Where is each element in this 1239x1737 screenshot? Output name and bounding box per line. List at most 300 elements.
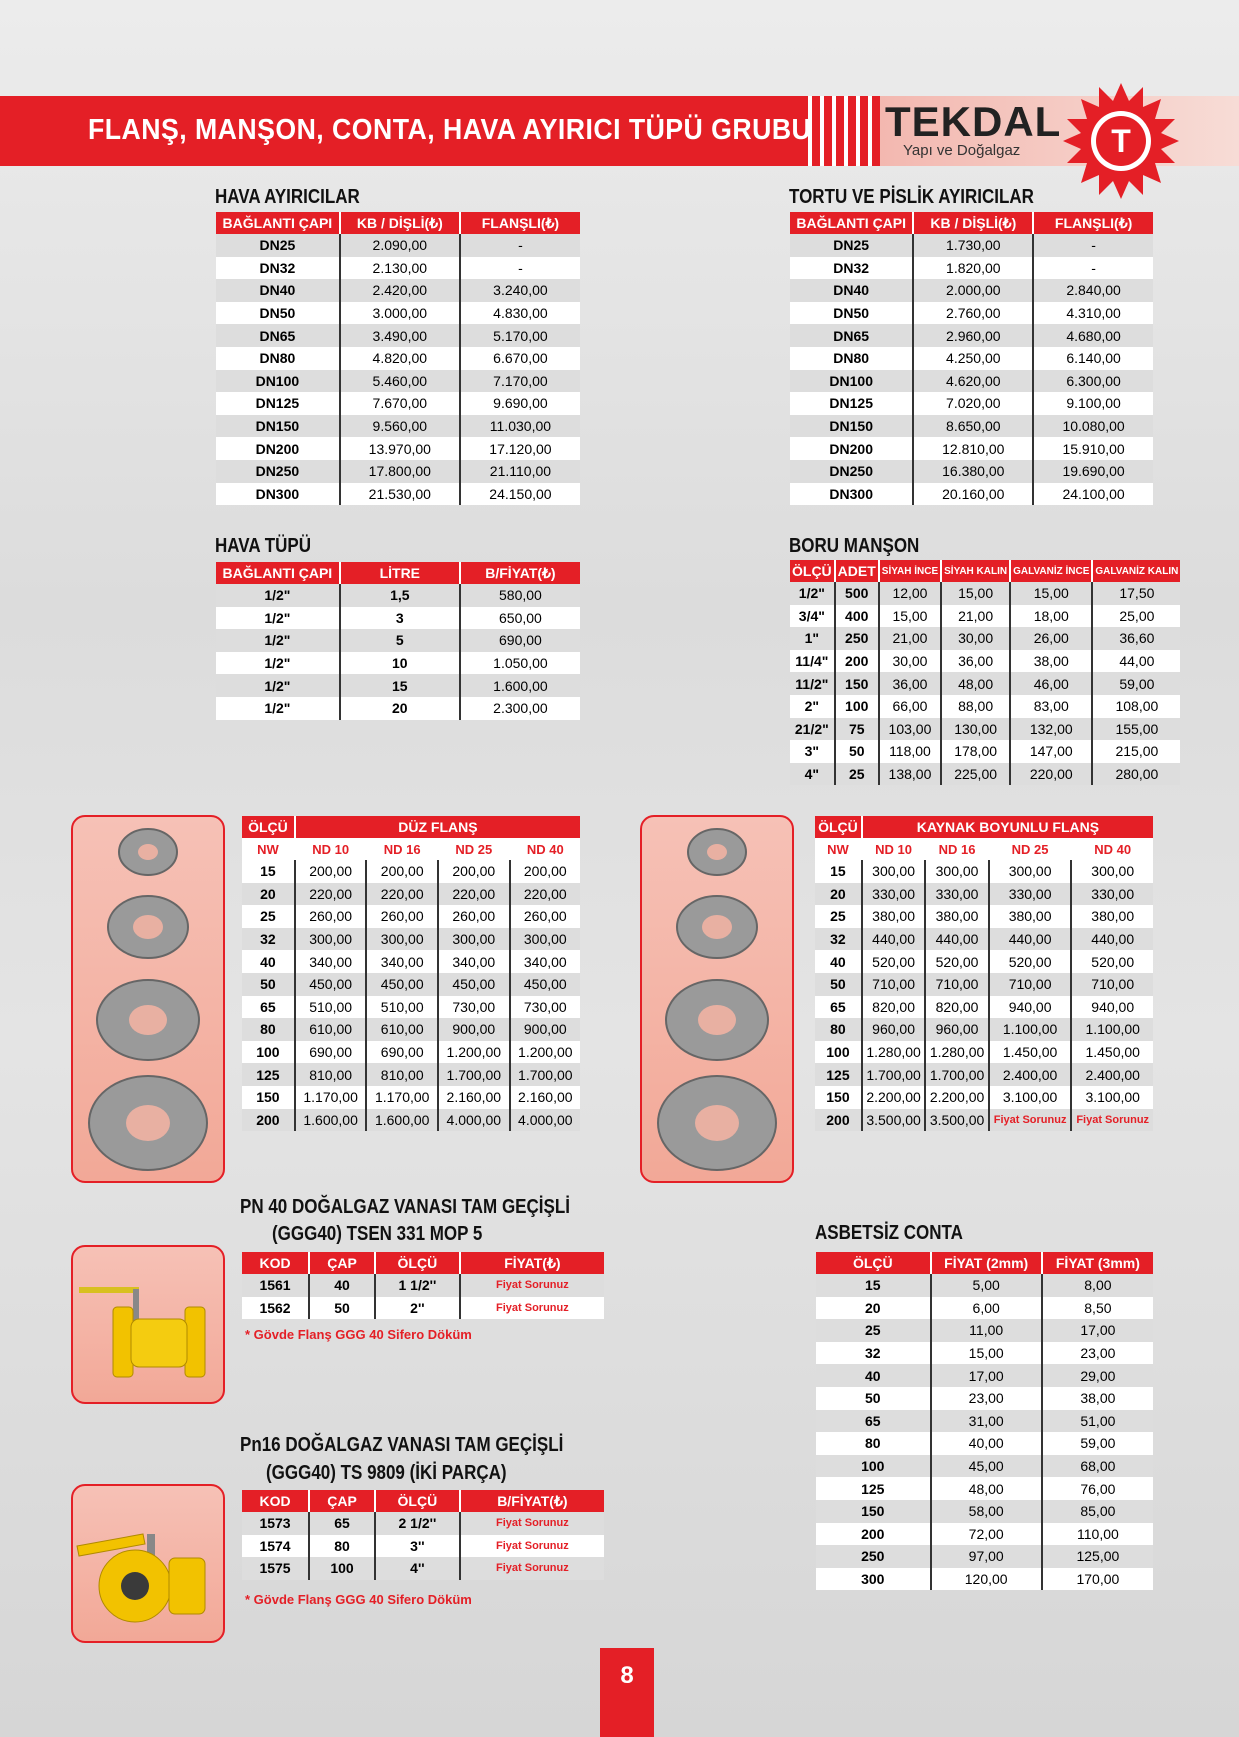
- row-label: 11/4": [790, 650, 835, 673]
- price-cell: 3.100,00: [989, 1086, 1072, 1109]
- price-cell: Fiyat Sorunuz: [460, 1297, 604, 1320]
- price-cell: 960,00: [925, 1018, 988, 1041]
- price-cell: 220,00: [295, 883, 367, 906]
- price-cell: 1.050,00: [460, 652, 580, 675]
- column-header: BAĞLANTI ÇAPI: [216, 562, 340, 584]
- row-label: DN40: [790, 279, 913, 302]
- price-cell: 17,00: [931, 1364, 1042, 1387]
- price-cell: 5.170,00: [460, 324, 580, 347]
- price-cell: 15: [340, 674, 460, 697]
- price-cell: 6.300,00: [1033, 370, 1153, 393]
- price-cell: 50: [309, 1297, 375, 1320]
- price-cell: -: [460, 234, 580, 257]
- price-cell: 31,00: [931, 1410, 1042, 1433]
- column-header: BAĞLANTI ÇAPI: [790, 212, 913, 234]
- price-cell: 1 1/2'': [375, 1274, 460, 1297]
- table-row: [790, 650, 1180, 673]
- table-row: [242, 1557, 604, 1580]
- hava-tupu-table: [216, 562, 580, 720]
- row-label: 80: [815, 1018, 862, 1041]
- price-cell: 280,00: [1092, 763, 1180, 786]
- price-cell: 1.100,00: [989, 1018, 1072, 1041]
- column-subheader: ND 25: [438, 838, 510, 860]
- price-cell: 450,00: [295, 973, 367, 996]
- row-label: 150: [815, 1086, 862, 1109]
- price-cell: Fiyat Sorunuz: [460, 1535, 604, 1558]
- price-cell: 220,00: [1010, 763, 1092, 786]
- price-cell: 23,00: [931, 1387, 1042, 1410]
- hava-ayiricilar-title: HAVA AYIRICILAR: [215, 186, 360, 208]
- row-label: 25: [816, 1319, 931, 1342]
- price-cell: 690,00: [460, 629, 580, 652]
- price-cell: 500: [835, 582, 879, 605]
- price-cell: 17.120,00: [460, 437, 580, 460]
- row-label: 125: [242, 1063, 295, 1086]
- price-cell: 2 1/2'': [375, 1512, 460, 1535]
- price-cell: 24.100,00: [1033, 483, 1153, 506]
- price-cell: 5,00: [931, 1274, 1042, 1297]
- pn16-table: [242, 1490, 604, 1580]
- price-cell: 147,00: [1010, 740, 1092, 763]
- price-cell: 48,00: [931, 1477, 1042, 1500]
- column-header: SİYAH KALIN: [941, 560, 1010, 582]
- column-subheader: ND 25: [989, 838, 1072, 860]
- price-cell: 300,00: [510, 928, 580, 951]
- price-cell: 15,00: [879, 605, 941, 628]
- conta-title: ASBETSİZ CONTA: [815, 1222, 963, 1244]
- price-cell: 330,00: [862, 883, 925, 906]
- price-cell: 36,00: [879, 672, 941, 695]
- column-subheader: ND 40: [510, 838, 580, 860]
- price-cell: 260,00: [295, 905, 367, 928]
- table-row: [816, 1545, 1153, 1568]
- hava-ayiricilar-table: [216, 212, 580, 505]
- price-cell: 7.170,00: [460, 370, 580, 393]
- price-cell: 100: [835, 695, 879, 718]
- price-cell: 380,00: [989, 905, 1072, 928]
- table-row: [242, 928, 580, 951]
- price-cell: 76,00: [1042, 1477, 1153, 1500]
- price-cell: 15,00: [1010, 582, 1092, 605]
- price-cell: 2.160,00: [438, 1086, 510, 1109]
- kaynak-flans-image: [640, 815, 794, 1183]
- row-label: 50: [816, 1387, 931, 1410]
- price-cell: 1.450,00: [989, 1041, 1072, 1064]
- boru-manson-table: [790, 560, 1180, 785]
- table-row: [242, 1063, 580, 1086]
- table-row: [790, 763, 1180, 786]
- row-label: 1574: [242, 1535, 309, 1558]
- price-cell: 17,00: [1042, 1319, 1153, 1342]
- price-cell: 155,00: [1092, 718, 1180, 741]
- row-label: DN40: [216, 279, 340, 302]
- column-header: KB / DİŞLİ(₺): [913, 212, 1033, 234]
- price-cell: 2.400,00: [1071, 1063, 1153, 1086]
- column-header: ÖLÇÜ: [242, 816, 295, 838]
- price-cell: 13.970,00: [340, 437, 460, 460]
- row-label: 100: [242, 1041, 295, 1064]
- price-cell: 132,00: [1010, 718, 1092, 741]
- price-cell: 340,00: [295, 950, 367, 973]
- table-row: [816, 1319, 1153, 1342]
- row-label: 21/2": [790, 718, 835, 741]
- price-cell: 300,00: [1071, 860, 1153, 883]
- price-cell: 26,00: [1010, 627, 1092, 650]
- price-cell: Fiyat Sorunuz: [989, 1109, 1072, 1132]
- price-cell: 330,00: [925, 883, 988, 906]
- table-row: [816, 1523, 1153, 1546]
- column-subheader: ND 16: [366, 838, 438, 860]
- row-label: 65: [242, 996, 295, 1019]
- price-cell: 8.650,00: [913, 415, 1033, 438]
- row-label: DN32: [216, 257, 340, 280]
- price-cell: 45,00: [931, 1455, 1042, 1478]
- column-header: ÖLÇÜ: [815, 816, 862, 838]
- price-cell: 1.280,00: [925, 1041, 988, 1064]
- table-row: [216, 347, 580, 370]
- duz-flans-table: [242, 816, 580, 1131]
- price-cell: 24.150,00: [460, 483, 580, 506]
- price-cell: 120,00: [931, 1568, 1042, 1591]
- price-cell: 1.600,00: [366, 1109, 438, 1132]
- pn16-title-1: Pn16 DOĞALGAZ VANASI TAM GEÇİŞLİ: [240, 1434, 564, 1456]
- price-cell: 710,00: [925, 973, 988, 996]
- price-cell: 1,5: [340, 584, 460, 607]
- table-row: [216, 460, 580, 483]
- price-cell: 17.800,00: [340, 460, 460, 483]
- price-cell: 200,00: [295, 860, 367, 883]
- row-label: 1575: [242, 1557, 309, 1580]
- table-row: [242, 1109, 580, 1132]
- table-row: [790, 347, 1153, 370]
- price-cell: 170,00: [1042, 1568, 1153, 1591]
- row-label: 1/2": [216, 629, 340, 652]
- column-header: ÖLÇÜ: [375, 1252, 460, 1274]
- price-cell: 2.400,00: [989, 1063, 1072, 1086]
- table-row: [816, 1387, 1153, 1410]
- page-title: FLANŞ, MANŞON, CONTA, HAVA AYIRICI TÜPÜ GRUBU: [88, 114, 812, 146]
- row-label: 15: [242, 860, 295, 883]
- price-cell: 21,00: [879, 627, 941, 650]
- price-cell: 450,00: [510, 973, 580, 996]
- price-cell: 44,00: [1092, 650, 1180, 673]
- row-label: 1/2": [216, 697, 340, 720]
- price-cell: 15.910,00: [1033, 437, 1153, 460]
- row-label: DN25: [216, 234, 340, 257]
- row-label: 20: [815, 883, 862, 906]
- price-cell: 2.840,00: [1033, 279, 1153, 302]
- price-cell: -: [1033, 234, 1153, 257]
- column-header: ADET: [835, 560, 879, 582]
- price-cell: 440,00: [925, 928, 988, 951]
- row-label: 200: [816, 1523, 931, 1546]
- price-cell: 710,00: [1071, 973, 1153, 996]
- price-cell: 3.500,00: [862, 1109, 925, 1132]
- price-cell: 103,00: [879, 718, 941, 741]
- table-row: [242, 973, 580, 996]
- price-cell: 2.200,00: [862, 1086, 925, 1109]
- price-cell: 4.620,00: [913, 370, 1033, 393]
- price-cell: 1.700,00: [862, 1063, 925, 1086]
- price-cell: 200: [835, 650, 879, 673]
- row-label: 65: [816, 1410, 931, 1433]
- price-cell: 340,00: [438, 950, 510, 973]
- column-header: KB / DİŞLİ(₺): [340, 212, 460, 234]
- price-cell: Fiyat Sorunuz: [1071, 1109, 1153, 1132]
- header-row: [216, 212, 580, 234]
- price-cell: 4.680,00: [1033, 324, 1153, 347]
- row-label: 40: [815, 950, 862, 973]
- row-label: DN80: [790, 347, 913, 370]
- table-row: [790, 437, 1153, 460]
- row-label: 125: [815, 1063, 862, 1086]
- price-cell: 58,00: [931, 1500, 1042, 1523]
- duz-flans-image: [71, 815, 225, 1183]
- subheader-row: [815, 838, 1153, 860]
- price-cell: 12,00: [879, 582, 941, 605]
- row-label: 40: [242, 950, 295, 973]
- price-cell: 85,00: [1042, 1500, 1153, 1523]
- header-row: [790, 212, 1153, 234]
- price-cell: 330,00: [1071, 883, 1153, 906]
- price-cell: 21,00: [941, 605, 1010, 628]
- row-label: 100: [815, 1041, 862, 1064]
- price-cell: 3'': [375, 1535, 460, 1558]
- price-cell: 46,00: [1010, 672, 1092, 695]
- table-row: [816, 1274, 1153, 1297]
- price-cell: 50: [835, 740, 879, 763]
- price-cell: 51,00: [1042, 1410, 1153, 1433]
- page-number: 8: [600, 1648, 654, 1737]
- row-label: 1": [790, 627, 835, 650]
- row-label: 1/2": [216, 674, 340, 697]
- table-row: [790, 302, 1153, 325]
- price-cell: 1.730,00: [913, 234, 1033, 257]
- column-subheader: NW: [242, 838, 295, 860]
- row-label: DN25: [790, 234, 913, 257]
- row-label: 20: [242, 883, 295, 906]
- row-label: DN50: [790, 302, 913, 325]
- hava-tupu-title: HAVA TÜPÜ: [215, 535, 312, 557]
- table-row: [815, 996, 1153, 1019]
- price-cell: 810,00: [366, 1063, 438, 1086]
- header-row: [242, 1252, 604, 1274]
- price-cell: 300,00: [438, 928, 510, 951]
- price-cell: 36,00: [941, 650, 1010, 673]
- header-row: [790, 560, 1180, 582]
- pn16-valve-image: [71, 1484, 225, 1643]
- table-row: [815, 1018, 1153, 1041]
- table-row: [790, 392, 1153, 415]
- table-row: [216, 257, 580, 280]
- row-label: 3/4": [790, 605, 835, 628]
- price-cell: 1.200,00: [510, 1041, 580, 1064]
- row-label: 65: [815, 996, 862, 1019]
- row-label: 50: [815, 973, 862, 996]
- tortu-table: [790, 212, 1153, 505]
- pn40-title-1: PN 40 DOĞALGAZ VANASI TAM GEÇİŞLİ: [240, 1196, 570, 1218]
- header-row: [816, 1252, 1153, 1274]
- price-cell: 300,00: [295, 928, 367, 951]
- header-row: [216, 562, 580, 584]
- column-header: FİYAT (2mm): [931, 1252, 1042, 1274]
- price-cell: 260,00: [510, 905, 580, 928]
- table-row: [790, 460, 1153, 483]
- price-cell: 510,00: [366, 996, 438, 1019]
- column-header: DÜZ FLANŞ: [295, 816, 580, 838]
- price-cell: 21.530,00: [340, 483, 460, 506]
- subheader-row: [242, 838, 580, 860]
- table-row: [790, 672, 1180, 695]
- row-label: 300: [816, 1568, 931, 1591]
- table-row: [790, 627, 1180, 650]
- price-cell: 118,00: [879, 740, 941, 763]
- price-cell: 16.380,00: [913, 460, 1033, 483]
- price-cell: 580,00: [460, 584, 580, 607]
- row-label: 1/2": [216, 607, 340, 630]
- price-cell: 21.110,00: [460, 460, 580, 483]
- row-label: DN100: [216, 370, 340, 393]
- table-row: [216, 370, 580, 393]
- table-row: [816, 1342, 1153, 1365]
- table-row: [790, 370, 1153, 393]
- tortu-title: TORTU VE PİSLİK AYIRICILAR: [789, 186, 1034, 208]
- table-row: [242, 1274, 604, 1297]
- row-label: 15: [815, 860, 862, 883]
- table-row: [815, 928, 1153, 951]
- price-cell: 2.300,00: [460, 697, 580, 720]
- column-header: ÇAP: [309, 1490, 375, 1512]
- column-header: ÖLÇÜ: [816, 1252, 931, 1274]
- price-cell: 400: [835, 605, 879, 628]
- table-row: [816, 1297, 1153, 1320]
- price-cell: 1.700,00: [510, 1063, 580, 1086]
- table-row: [216, 483, 580, 506]
- column-subheader: ND 16: [925, 838, 988, 860]
- price-cell: 340,00: [510, 950, 580, 973]
- column-header: FİYAT(₺): [460, 1252, 604, 1274]
- price-cell: 4.250,00: [913, 347, 1033, 370]
- price-cell: 5: [340, 629, 460, 652]
- price-cell: 1.700,00: [438, 1063, 510, 1086]
- price-cell: 7.020,00: [913, 392, 1033, 415]
- column-header: KOD: [242, 1490, 309, 1512]
- valve-icon: [73, 1486, 223, 1641]
- table-row: [790, 324, 1153, 347]
- row-label: DN250: [790, 460, 913, 483]
- price-cell: 2.090,00: [340, 234, 460, 257]
- price-cell: 1.280,00: [862, 1041, 925, 1064]
- row-label: DN150: [790, 415, 913, 438]
- table-row: [216, 302, 580, 325]
- row-label: 32: [242, 928, 295, 951]
- pn40-valve-image: [71, 1245, 225, 1404]
- price-cell: 300,00: [862, 860, 925, 883]
- table-row: [790, 279, 1153, 302]
- price-cell: 300,00: [925, 860, 988, 883]
- column-header: GALVANİZ İNCE: [1010, 560, 1092, 582]
- row-label: 1/2": [216, 652, 340, 675]
- row-label: DN65: [216, 324, 340, 347]
- price-cell: 1.600,00: [460, 674, 580, 697]
- row-label: DN300: [790, 483, 913, 506]
- price-cell: 610,00: [366, 1018, 438, 1041]
- table-row: [242, 996, 580, 1019]
- row-label: DN125: [790, 392, 913, 415]
- price-cell: 4.000,00: [510, 1109, 580, 1132]
- price-cell: 10.080,00: [1033, 415, 1153, 438]
- price-cell: 380,00: [862, 905, 925, 928]
- price-cell: 30,00: [941, 627, 1010, 650]
- logo-letter: T: [1111, 123, 1131, 159]
- price-cell: 9.690,00: [460, 392, 580, 415]
- price-cell: Fiyat Sorunuz: [460, 1512, 604, 1535]
- row-label: 250: [816, 1545, 931, 1568]
- price-cell: 440,00: [862, 928, 925, 951]
- price-cell: 88,00: [941, 695, 1010, 718]
- price-cell: 110,00: [1042, 1523, 1153, 1546]
- row-label: 50: [242, 973, 295, 996]
- table-row: [815, 1086, 1153, 1109]
- price-cell: 59,00: [1092, 672, 1180, 695]
- price-cell: 9.100,00: [1033, 392, 1153, 415]
- valve-icon: [73, 1247, 223, 1402]
- table-row: [216, 697, 580, 720]
- column-header: ÖLÇÜ: [790, 560, 835, 582]
- price-cell: 940,00: [989, 996, 1072, 1019]
- table-row: [242, 1297, 604, 1320]
- table-row: [216, 392, 580, 415]
- price-cell: 25,00: [1092, 605, 1180, 628]
- header-row: [815, 816, 1153, 838]
- price-cell: 8,00: [1042, 1274, 1153, 1297]
- price-cell: 4.000,00: [438, 1109, 510, 1132]
- price-cell: 3.500,00: [925, 1109, 988, 1132]
- column-header: B/FİYAT(₺): [460, 562, 580, 584]
- price-cell: 820,00: [925, 996, 988, 1019]
- table-row: [216, 279, 580, 302]
- row-label: 25: [815, 905, 862, 928]
- price-cell: 510,00: [295, 996, 367, 1019]
- price-cell: 3.490,00: [340, 324, 460, 347]
- price-cell: 1.450,00: [1071, 1041, 1153, 1064]
- price-cell: 2.960,00: [913, 324, 1033, 347]
- column-header: B/FİYAT(₺): [460, 1490, 604, 1512]
- price-cell: 8,50: [1042, 1297, 1153, 1320]
- boru-manson-title: BORU MANŞON: [789, 535, 920, 557]
- table-row: [242, 860, 580, 883]
- price-cell: 730,00: [438, 996, 510, 1019]
- price-cell: 225,00: [941, 763, 1010, 786]
- price-cell: 4.310,00: [1033, 302, 1153, 325]
- price-cell: 940,00: [1071, 996, 1153, 1019]
- price-cell: 25: [835, 763, 879, 786]
- price-cell: 690,00: [366, 1041, 438, 1064]
- row-label: 80: [816, 1432, 931, 1455]
- price-cell: 11,00: [931, 1319, 1042, 1342]
- row-label: 1/2": [216, 584, 340, 607]
- column-header: BAĞLANTI ÇAPI: [216, 212, 340, 234]
- price-cell: 178,00: [941, 740, 1010, 763]
- price-cell: 220,00: [366, 883, 438, 906]
- row-label: 150: [816, 1500, 931, 1523]
- price-cell: 130,00: [941, 718, 1010, 741]
- table-row: [242, 1041, 580, 1064]
- column-header: FLANŞLI(₺): [1033, 212, 1153, 234]
- table-row: [790, 718, 1180, 741]
- price-cell: 260,00: [438, 905, 510, 928]
- table-row: [815, 883, 1153, 906]
